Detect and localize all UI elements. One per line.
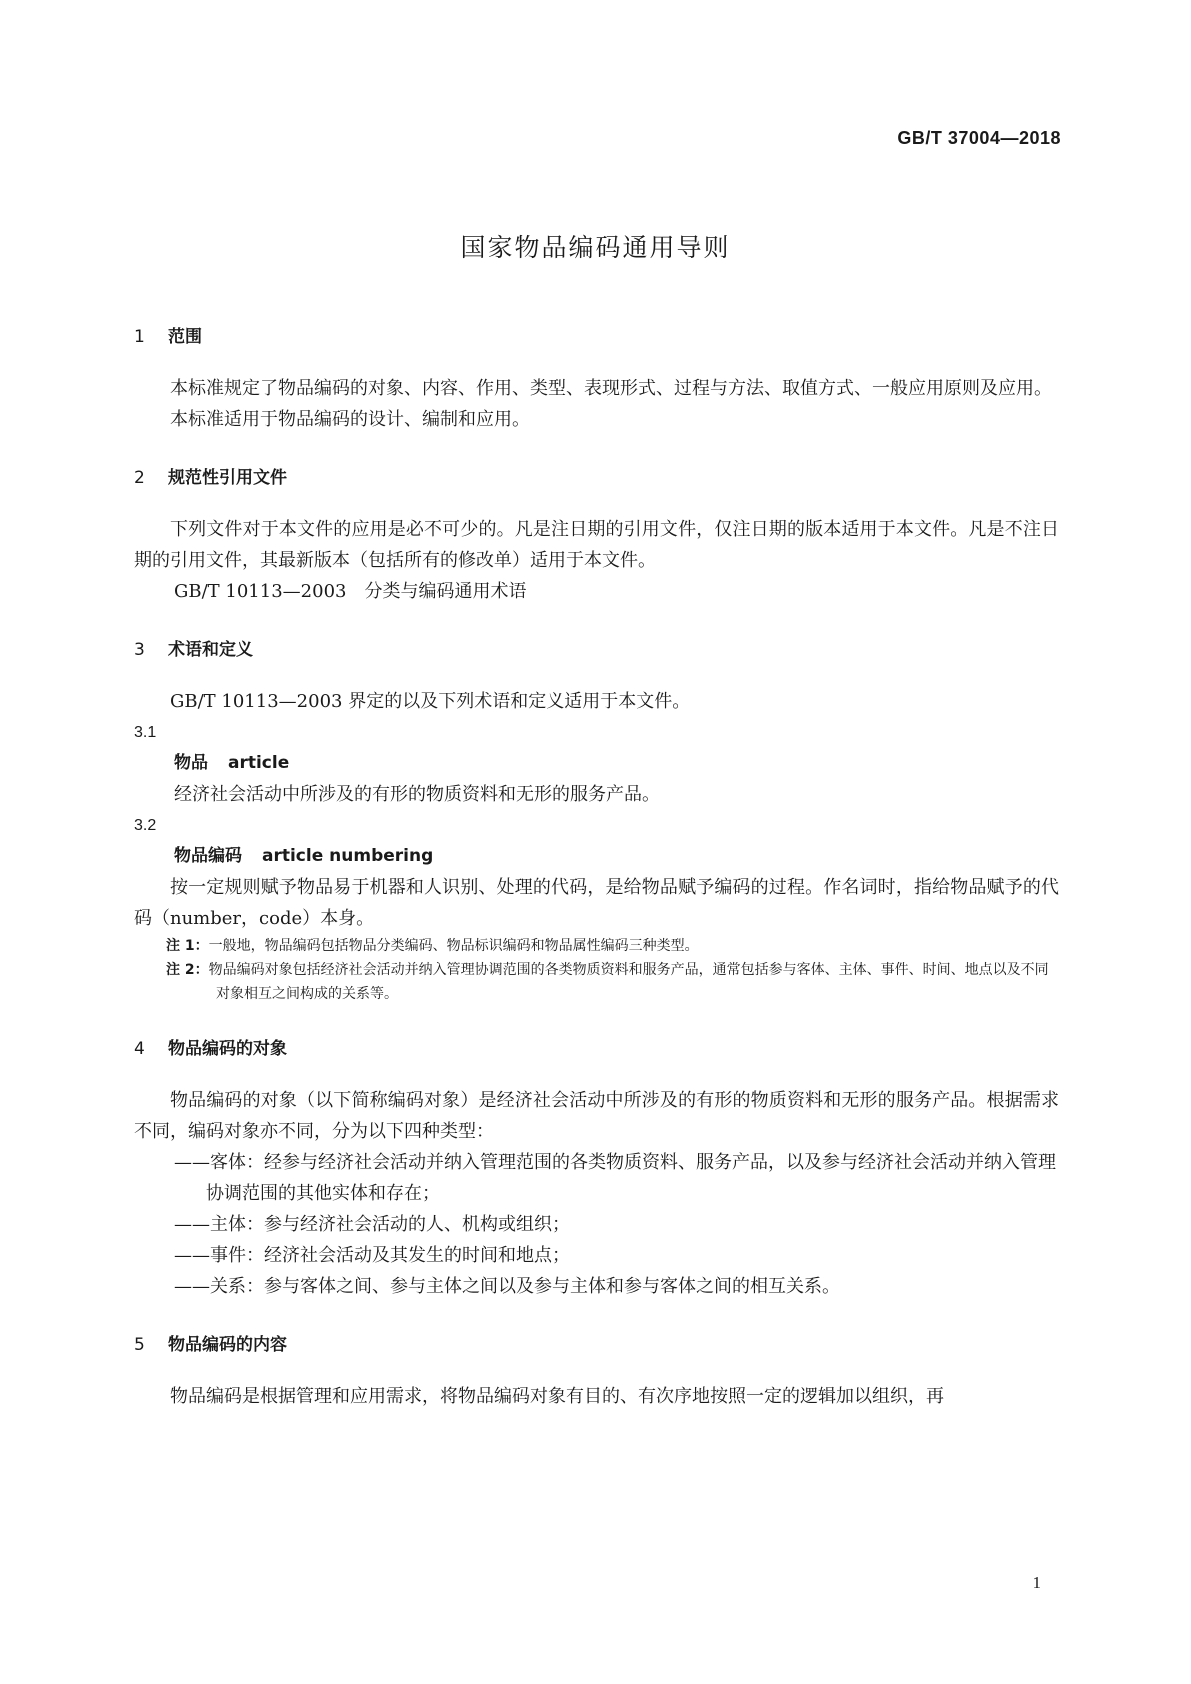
section-number: 3 — [134, 640, 145, 660]
section-number: 2 — [134, 468, 145, 488]
paragraph: 物品编码是根据管理和应用需求，将物品编码对象有目的、有次序地按照一定的逻辑加以组织，再 — [170, 1386, 944, 1407]
section-title: 范围 — [168, 327, 202, 347]
page-number: 1 — [1032, 1573, 1041, 1592]
document-title: 国家物品编码通用导则 — [460, 233, 731, 262]
section-title: 物品编码的对象 — [168, 1039, 287, 1059]
section-title: 规范性引用文件 — [168, 468, 287, 488]
note-text: 物品编码对象包括经济社会活动并纳入管理协调范围的各类物质资料和服务产品，通常包括参与客体、主体、事件、时间、地点以及不同对象相互之间构成的关系等。 — [208, 962, 1049, 1002]
section-title: 术语和定义 — [168, 640, 253, 660]
section-title: 物品编码的内容 — [168, 1335, 287, 1355]
term-en: article numbering — [262, 846, 434, 866]
term-definition: 按一定规则赋予物品易于机器和人识别、处理的代码，是给物品赋予编码的过程。作名词时，指给物品赋予的代码（number，code）本身。 — [134, 877, 1059, 929]
term-number: 3.1 — [134, 724, 157, 741]
section-number: 1 — [134, 327, 145, 347]
section-4-heading — [134, 1034, 1059, 1059]
term-number: 3.2 — [134, 817, 157, 834]
paragraph: 物品编码的对象（以下简称编码对象）是经济社会活动中所涉及的有形的物质资料和无形的服务产品。根据需求不同，编码对象亦不同，分为以下四种类型： — [134, 1090, 1059, 1142]
term-heading — [134, 748, 1059, 779]
term-definition: 经济社会活动中所涉及的有形的物质资料和无形的服务产品。 — [174, 784, 660, 805]
term-en: article — [228, 753, 290, 773]
note-2 — [134, 958, 1059, 1006]
paragraph: 本标准规定了物品编码的对象、内容、作用、类型、表现形式、过程与方法、取值方式、一般应用原则及应用。 — [170, 378, 1052, 399]
note-label: 注 2： — [166, 962, 209, 978]
list-item: ——关系：参与客体之间、参与主体之间以及参与主体和参与客体之间的相互关系。 — [174, 1276, 840, 1297]
section-number: 4 — [134, 1039, 145, 1059]
document-body — [134, 322, 1059, 1412]
note-text: 一般地，物品编码包括物品分类编码、物品标识编码和物品属性编码三种类型。 — [208, 938, 699, 954]
list-item: ——客体：经参与经济社会活动并纳入管理范围的各类物质资料、服务产品，以及参与经济社会活动并纳入管理协调范围的其他实体和存在； — [174, 1152, 1056, 1204]
section-1-heading — [134, 322, 1059, 347]
paragraph: 下列文件对于本文件的应用是必不可少的。凡是注日期的引用文件，仅注日期的版本适用于本文件。凡是不注日期的引用文件，其最新版本（包括所有的修改单）适用于本文件。 — [134, 519, 1059, 571]
note-1 — [134, 934, 1059, 958]
normative-reference: GB/T 10113—2003 分类与编码通用术语 — [174, 581, 527, 602]
term-zh: 物品编码 — [174, 846, 242, 866]
section-3-heading — [134, 635, 1059, 660]
paragraph: 本标准适用于物品编码的设计、编制和应用。 — [170, 409, 530, 430]
standard-code: GB/T 37004—2018 — [897, 128, 1061, 148]
note-label: 注 1： — [166, 938, 209, 954]
list-item: ——主体：参与经济社会活动的人、机构或组织； — [174, 1214, 570, 1235]
term-zh: 物品 — [174, 753, 208, 773]
section-5-heading — [134, 1330, 1059, 1355]
section-2-heading — [134, 463, 1059, 488]
list-item: ——事件：经济社会活动及其发生的时间和地点； — [174, 1245, 570, 1266]
section-number: 5 — [134, 1335, 145, 1355]
term-heading — [134, 841, 1059, 872]
paragraph: GB/T 10113—2003 界定的以及下列术语和定义适用于本文件。 — [170, 691, 691, 712]
